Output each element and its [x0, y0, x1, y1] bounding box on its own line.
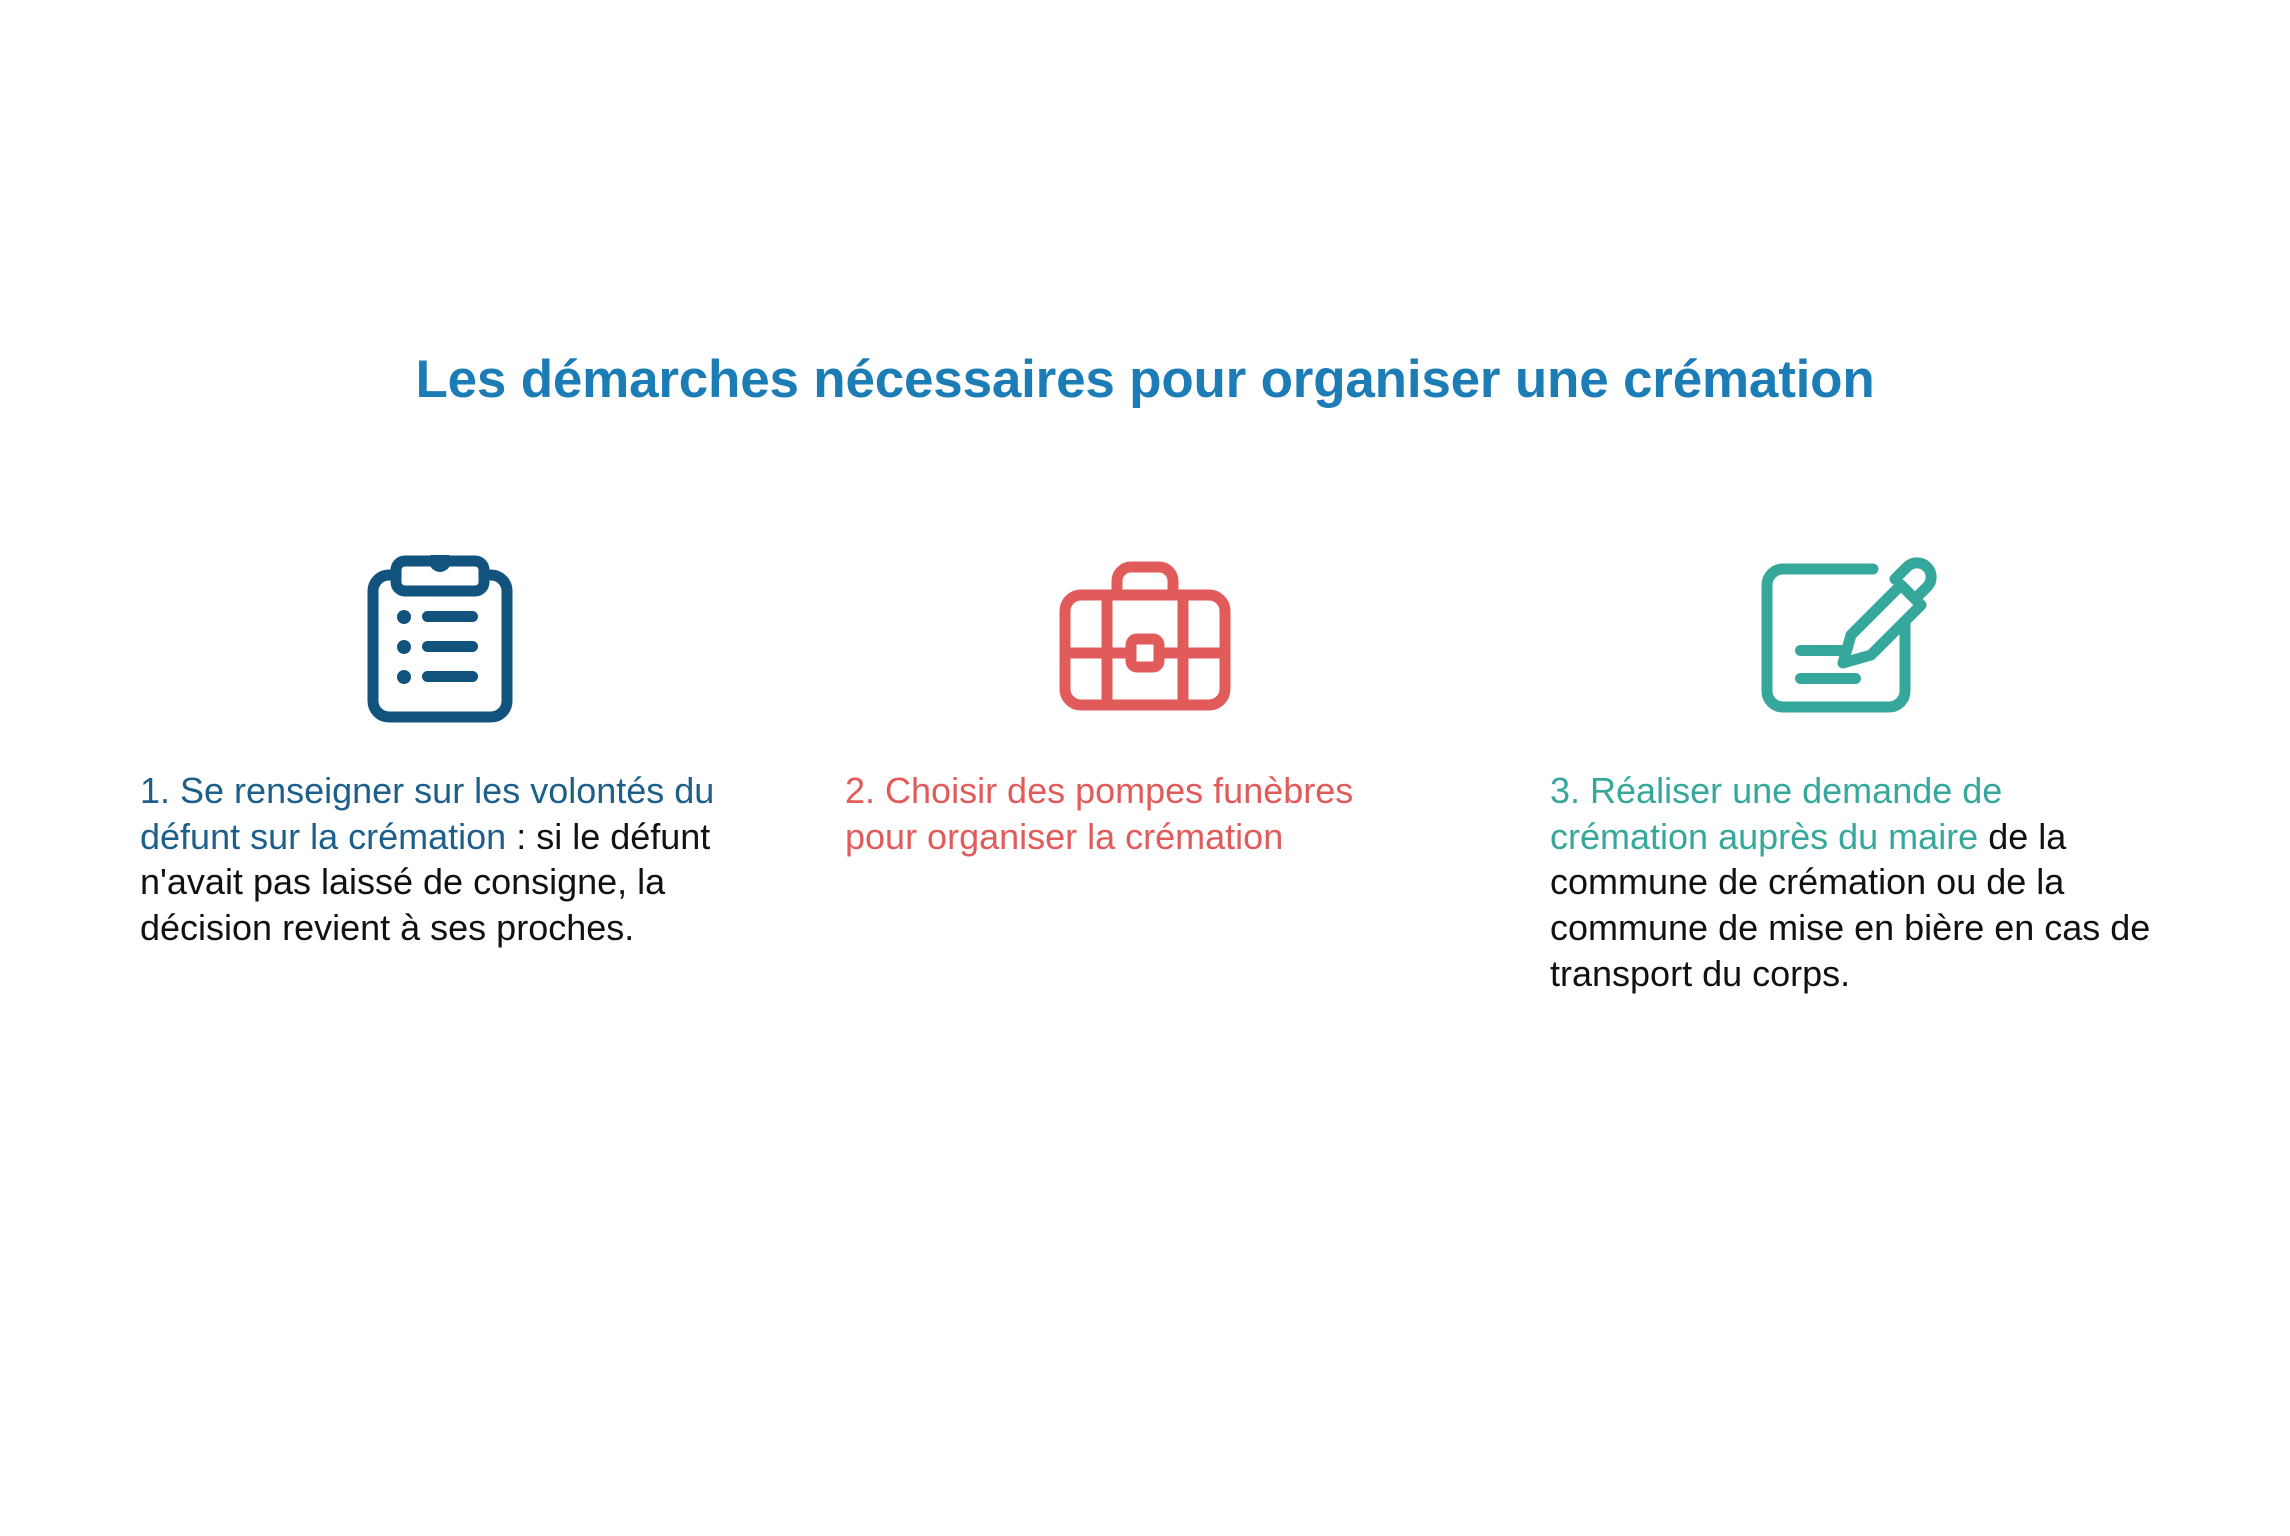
step-lead-3: 3. Réaliser une demande de crémation auprès du maire — [1550, 770, 2003, 857]
step-text-3 — [1550, 768, 2170, 997]
step-rest-1: : si le défunt n'avait pas laissé de consigne, la décision revient à ses proches. — [140, 815, 711, 949]
clipboard-checklist-icon — [140, 540, 740, 740]
step-rest-3: de la commune de crémation ou de la commune de mise en bière en cas de transport du corps. — [1550, 815, 2151, 994]
step-column-3 — [1550, 540, 2150, 997]
step-text-1 — [140, 768, 740, 951]
step-column-2 — [845, 540, 1445, 859]
step-column-1 — [140, 540, 740, 951]
briefcase-icon — [845, 540, 1445, 740]
step-lead-1: 1. Se renseigner sur les volontés du défunt sur la crémation — [140, 770, 715, 857]
page-title: Les démarches nécessaires pour organiser une crémation — [415, 350, 1875, 409]
step-lead-2: 2. Choisir des pompes funèbres pour organiser la crémation — [845, 770, 1354, 857]
step-text-2 — [845, 768, 1415, 859]
document-pencil-icon — [1550, 540, 2150, 740]
steps-container — [140, 540, 2150, 997]
